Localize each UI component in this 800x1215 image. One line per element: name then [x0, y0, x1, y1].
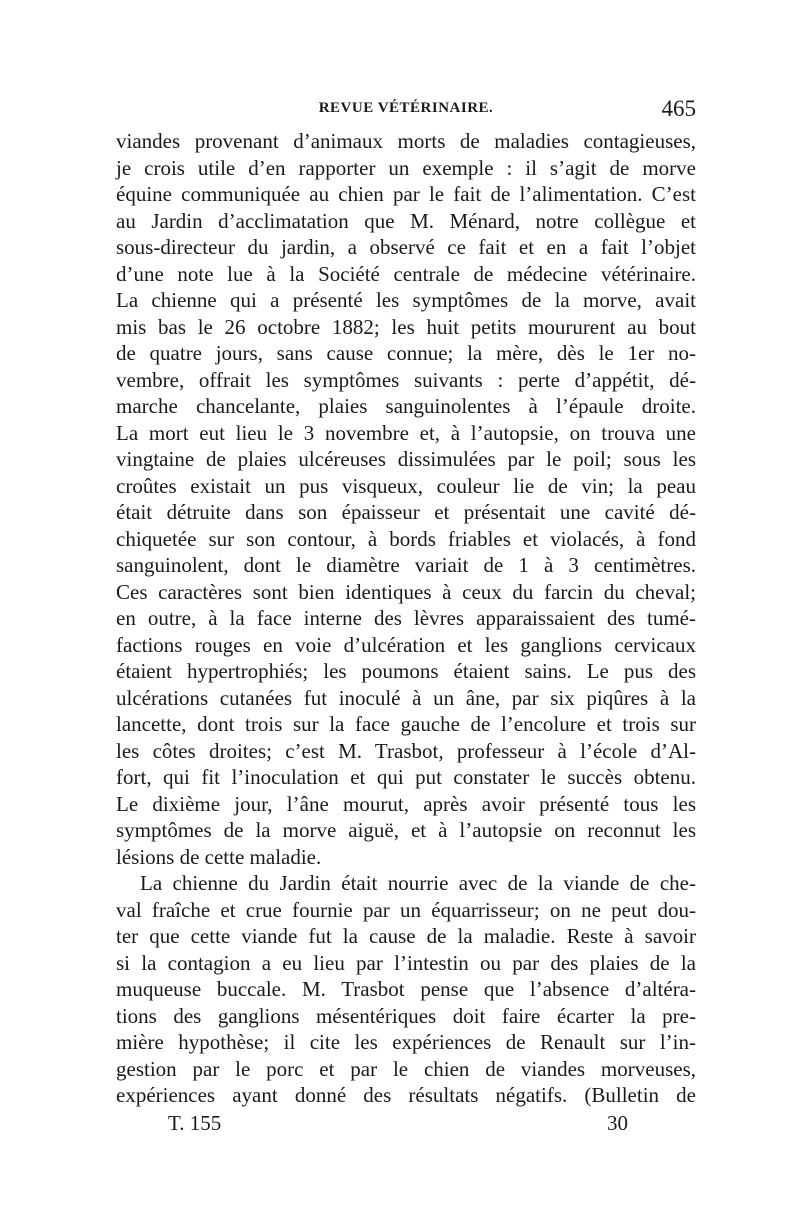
- text-line: sanguinolent, dont le diamètre variait de 1 à 3 centimètres.: [116, 553, 696, 577]
- text-line: en outre, à la face interne des lèvres apparaissaient des tumé-: [116, 606, 696, 630]
- text-line: je crois utile d’en rapporter un exemple : il s’agit de morve: [116, 155, 696, 180]
- text-line: chiquetée sur son contour, à bords friables et violacés, à fond: [116, 526, 696, 551]
- sheet-signature: 30: [607, 1110, 628, 1135]
- text-line: équine communiquée au chien par le fait de l’alimentation. C’est: [116, 182, 696, 206]
- book-page: [116, 92, 696, 1139]
- text-line: factions rouges en voie d’ulcération et les ganglions cervicaux: [116, 632, 696, 657]
- running-title: REVUE VÉTÉRINAIRE.: [318, 100, 494, 116]
- text-line: marche chancelante, plaies sanguinolentes à l’épaule droite.: [116, 394, 696, 418]
- text-line: mis bas le 26 octobre 1882; les huit petits moururent au bout: [116, 314, 696, 339]
- text-line: était détruite dans son épaisseur et présentait une cavité dé-: [116, 500, 696, 524]
- text-line: lésions de cette maladie.: [116, 844, 322, 869]
- text-line: viandes provenant d’animaux morts de maladies contagieuses,: [116, 129, 696, 153]
- text-line: les côtes droites; c’est M. Trasbot, professeur à l’école d’Al-: [116, 738, 696, 763]
- text-line: gestion par le porc et par le chien de viandes morveuses,: [116, 1056, 696, 1081]
- text-line: fort, qui fit l’inoculation et qui put constater le succès obtenu.: [116, 765, 696, 789]
- text-line: ulcérations cutanées fut inoculé à un âne, par six piqûres à la: [116, 685, 696, 710]
- text-line: tions des ganglions mésentériques doit faire écarter la pre-: [116, 1003, 696, 1028]
- page-number: 465: [661, 96, 696, 121]
- text-line: expériences ayant donné des résultats négatifs. (Bulletin de: [116, 1083, 696, 1107]
- text-line: d’une note lue à la Société centrale de médecine vétérinaire.: [116, 261, 696, 286]
- text-line: lancette, dont trois sur la face gauche de l’encolure et trois sur: [116, 712, 696, 736]
- page-footer: [116, 1111, 696, 1139]
- text-line: de quatre jours, sans cause connue; la mère, dès le 1er no-: [116, 341, 696, 365]
- text-line: ter que cette viande fut la cause de la maladie. Reste à savoir: [116, 924, 696, 948]
- text-line: sous-directeur du jardin, a observé ce fait et en a fait l’objet: [116, 235, 696, 259]
- text-line: La chienne qui a présenté les symptômes de la morve, avait: [116, 288, 696, 312]
- text-line: croûtes existait un pus visqueux, couleur lie de vin; la peau: [116, 473, 696, 498]
- text-line: vembre, offrait les symptômes suivants : perte d’appétit, dé-: [116, 367, 696, 392]
- text-line: au Jardin d’acclimatation que M. Ménard, notre collègue et: [116, 208, 696, 233]
- text-body: [116, 128, 696, 1109]
- text-line: val fraîche et crue fournie par un équarrisseur; on ne peut dou-: [116, 897, 696, 922]
- text-line: étaient hypertrophiés; les poumons étaient sains. Le pus des: [116, 659, 696, 683]
- text-line: La mort eut lieu le 3 novembre et, à l’autopsie, on trouva une: [116, 420, 696, 445]
- text-line: mière hypothèse; il cite les expériences de Renault sur l’in-: [116, 1030, 696, 1054]
- running-head: [116, 92, 696, 128]
- text-line: Ces caractères sont bien identiques à ceux du farcin du cheval;: [116, 579, 696, 604]
- text-line: muqueuse buccale. M. Trasbot pense que l’absence d’altéra-: [116, 977, 696, 1001]
- text-line: vingtaine de plaies ulcéreuses dissimulées par le poil; sous les: [116, 447, 696, 471]
- volume-signature: T. 155: [168, 1110, 222, 1135]
- text-line: si la contagion a eu lieu par l’intestin ou par des plaies de la: [116, 950, 696, 975]
- text-line: Le dixième jour, l’âne mourut, après avoir présenté tous les: [116, 791, 696, 816]
- text-line: symptômes de la morve aiguë, et à l’autopsie on reconnut les: [116, 818, 696, 842]
- text-line: La chienne du Jardin était nourrie avec de la viande de che-: [140, 871, 696, 895]
